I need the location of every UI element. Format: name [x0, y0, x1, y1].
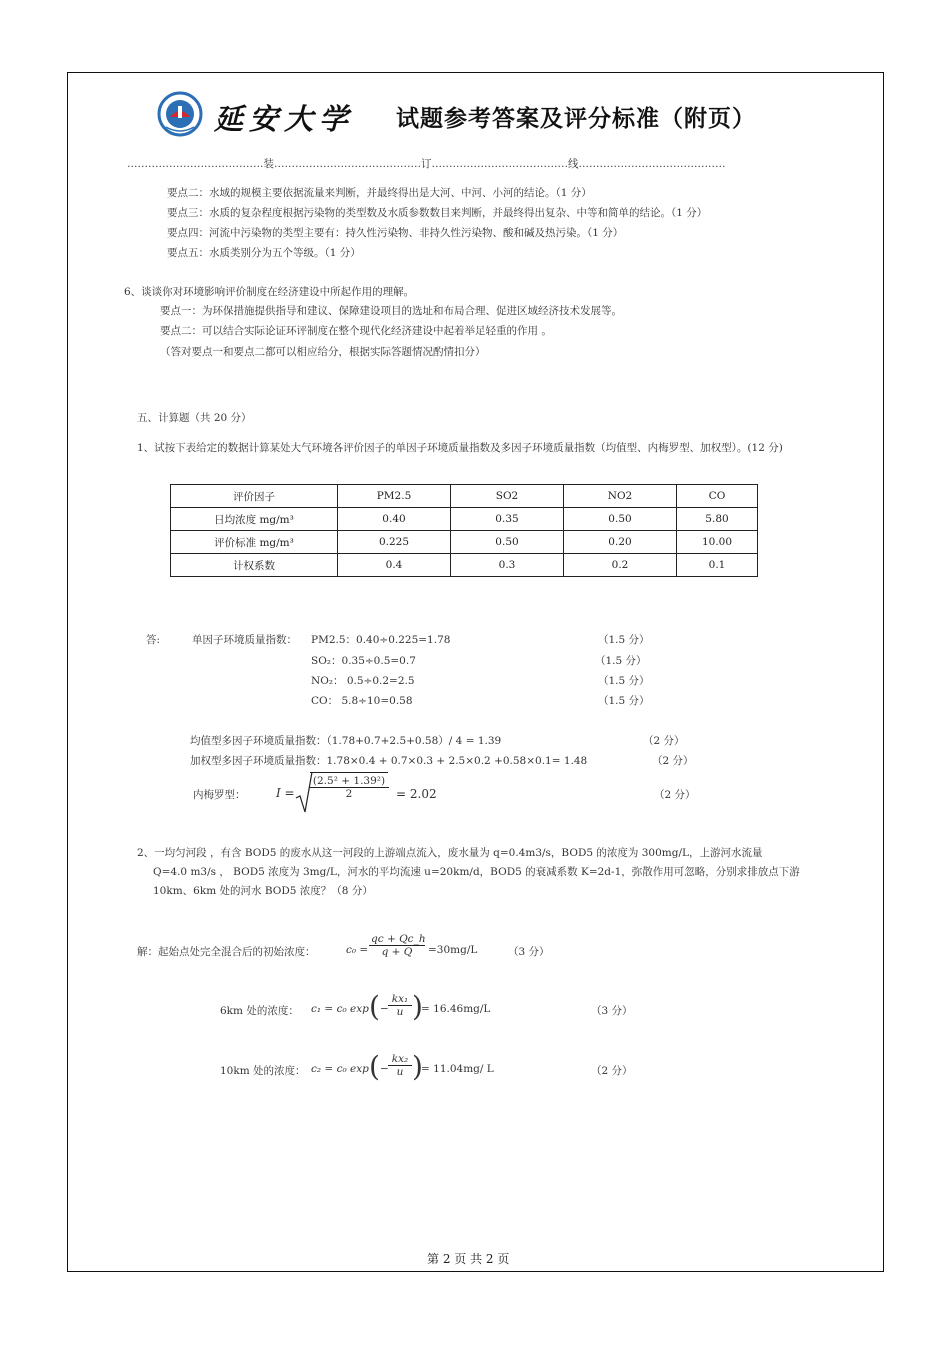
table-header: PM2.5 — [338, 485, 451, 508]
score: （3 分） — [591, 1005, 633, 1017]
score: （2 分） — [652, 755, 694, 767]
c0-denominator: q + Q — [381, 946, 413, 958]
paren-left: ( — [369, 990, 380, 1023]
q6-point-1: 要点一：为环保措施提供指导和建议、保障建设项目的选址和布局合理、促进区域经济技术发展等。 — [160, 305, 622, 317]
section-5-heading: 五、计算题（共 20 分） — [137, 412, 252, 424]
table-cell: 0.20 — [564, 531, 677, 554]
paren-left: ( — [369, 1050, 380, 1083]
c0-fraction — [369, 933, 425, 958]
q6-question: 6、谈谈你对环境影响评价制度在经济建设中所起作用的理解。 — [124, 286, 415, 298]
table-header-row — [171, 485, 758, 508]
table-header: CO — [677, 485, 758, 508]
so2-index: SO₂：0.35÷0.5=0.7 — [311, 655, 416, 667]
nemerow-I: I = — [276, 786, 295, 800]
co-index: CO： 5.8÷10=0.58 — [311, 695, 413, 707]
table-cell: 0.40 — [338, 508, 451, 531]
calc-question-1: 1、试按下表给定的数据计算某处大气环境各评价因子的单因子环境质量指数及多因子环境质量指数（均值型、内梅罗型、加权型）。(12 分) — [137, 442, 783, 454]
table-header: NO2 — [564, 485, 677, 508]
score: （2 分） — [591, 1065, 633, 1077]
table-cell: 0.50 — [451, 531, 564, 554]
score: （1.5 分） — [598, 695, 650, 707]
c2-expr: c₂ = c₀ exp — [311, 1063, 369, 1075]
c1-expr: c₁ = c₀ exp — [311, 1003, 369, 1015]
table-row — [171, 508, 758, 531]
c2-denominator: u — [396, 1066, 404, 1078]
table-row — [171, 531, 758, 554]
mean-index: 均值型多因子环境质量指数：（1.78+0.7+2.5+0.58）/ 4 = 1.39 — [190, 735, 502, 747]
score: （2 分） — [654, 789, 696, 801]
sqrt-bar — [310, 772, 388, 773]
minus-sign: − — [380, 1003, 389, 1015]
table-cell: 0.50 — [564, 508, 677, 531]
table-cell: 0.225 — [338, 531, 451, 554]
score: （1.5 分） — [595, 655, 647, 667]
c2-numerator: kx₂ — [388, 1053, 412, 1066]
c1-fraction — [388, 993, 412, 1018]
c2-fraction — [388, 1053, 412, 1078]
binding-line: …………………………………装……………………………………订…………………………………线…………………………………… — [127, 158, 726, 170]
c2-result: = 11.04mg/ L — [421, 1063, 494, 1075]
table-row — [171, 554, 758, 577]
table-header: 评价因子 — [171, 485, 338, 508]
university-logo-icon — [157, 91, 203, 137]
q5-point-5: 要点五：水质类别分为五个等级。（1 分） — [167, 247, 361, 259]
c1-numerator: kx₁ — [388, 993, 412, 1006]
table-cell: 0.3 — [451, 554, 564, 577]
minus-sign: − — [380, 1063, 389, 1075]
nemerow-numerator: (2.5² + 1.39²) — [309, 775, 389, 788]
pm25-index: PM2.5：0.40÷0.225=1.78 — [311, 634, 451, 646]
page-number: 第 2 页 共 2 页 — [427, 1252, 510, 1266]
score: （3 分） — [508, 946, 550, 958]
c0-numerator: qc + Qc_h — [371, 933, 426, 945]
university-name: 延安大学 — [214, 102, 355, 136]
table-cell: 5.80 — [677, 508, 758, 531]
page-title: 试题参考答案及评分标准（附页） — [396, 105, 756, 132]
c2-label: 10km 处的浓度： — [220, 1065, 306, 1077]
score: （1.5 分） — [598, 634, 650, 646]
q5-point-4: 要点四：河流中污染物的类型主要有：持久性污染物、非持久性污染物、酸和碱及热污染。（1 分） — [167, 227, 624, 239]
q6-note: （答对要点一和要点二都可以相应给分，根据实际答题情况酌情扣分） — [160, 346, 486, 358]
nemerow-denominator: 2 — [345, 788, 353, 800]
solution-intro: 解：起始点处完全混合后的初始浓度： — [137, 946, 316, 958]
table-cell: 0.4 — [338, 554, 451, 577]
table-cell: 计权系数 — [171, 554, 338, 577]
q5-point-2: 要点二：水域的规模主要依据流量来判断，并最终得出是大河、中河、小河的结论。（1 分） — [167, 187, 592, 199]
pollutant-table — [170, 484, 758, 577]
table-cell: 评价标准 mg/m³ — [171, 531, 338, 554]
weighted-index: 加权型多因子环境质量指数：1.78×0.4 + 0.7×0.3 + 2.5×0.2 +0.58×0.1= 1.48 — [190, 755, 588, 767]
calc-question-2-line3: 10km、6km 处的河水 BOD5 浓度？（8 分） — [153, 885, 373, 897]
q6-point-2: 要点二：可以结合实际论证环评制度在整个现代化经济建设中起着举足轻重的作用 。 — [160, 325, 552, 337]
calc-question-2-line2: Q=4.0 m3/s ， BOD5 浓度为 3mg/L，河水的平均流速 u=20km/d，BOD5 的衰减系数 K=2d-1，弥散作用可忽略，分别求排放点下游 — [153, 866, 800, 878]
paren-right: ) — [412, 990, 423, 1023]
table-cell: 10.00 — [677, 531, 758, 554]
nemerow-fraction — [309, 775, 389, 800]
q5-point-3: 要点三：水质的复杂程度根据污染物的类型数及水质参数数目来判断，并最终得出复杂、中等和简单的结论。（1 分） — [167, 207, 708, 219]
single-index-label: 单因子环境质量指数： — [192, 634, 297, 646]
answer-label: 答: — [146, 634, 161, 646]
no2-index: NO₂： 0.5÷0.2=2.5 — [311, 675, 415, 687]
c1-label: 6km 处的浓度： — [220, 1005, 299, 1017]
score: （2 分） — [643, 735, 685, 747]
nemerow-result: = 2.02 — [396, 787, 437, 801]
c0-label: c₀ = — [346, 944, 369, 956]
calc-question-2-line1: 2、一均匀河段 ，有含 BOD5 的废水从这一河段的上游端点流入，废水量为 q=0.4m3/s，BOD5 的浓度为 300mg/L，上游河水流量 — [137, 847, 763, 859]
nemerow-label: 内梅罗型： — [193, 789, 246, 801]
table-cell: 0.1 — [677, 554, 758, 577]
c1-denominator: u — [396, 1006, 404, 1018]
table-cell: 0.2 — [564, 554, 677, 577]
c0-result: =30mg/L — [428, 944, 478, 956]
c1-result: = 16.46mg/L — [421, 1003, 491, 1015]
table-cell: 日均浓度 mg/m³ — [171, 508, 338, 531]
table-cell: 0.35 — [451, 508, 564, 531]
score: （1.5 分） — [598, 675, 650, 687]
paren-right: ) — [412, 1050, 423, 1083]
table-header: SO2 — [451, 485, 564, 508]
